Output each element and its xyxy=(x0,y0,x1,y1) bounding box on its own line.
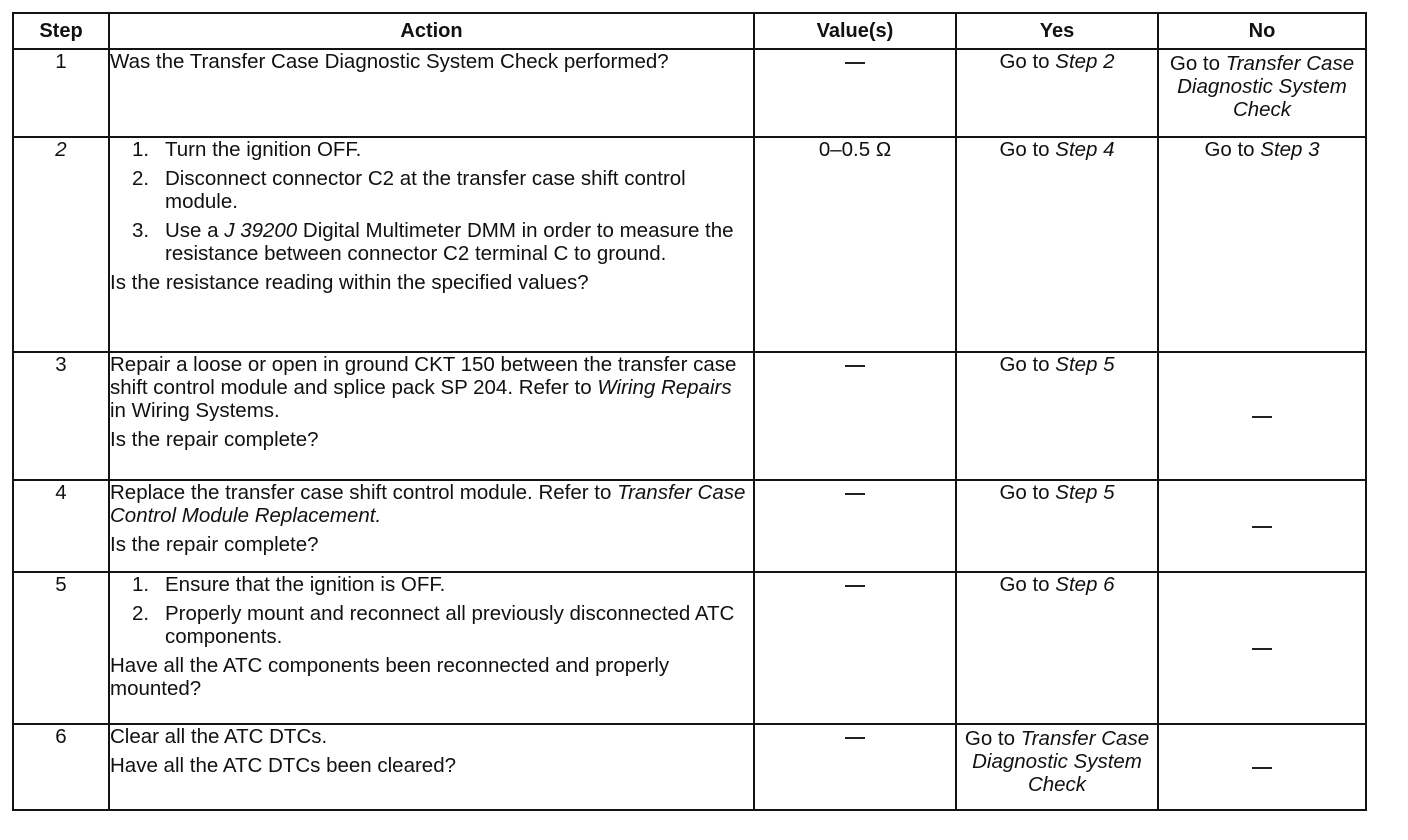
table-row xyxy=(13,572,1366,724)
action-step xyxy=(110,573,753,596)
no-cell xyxy=(1158,49,1366,137)
action-cell xyxy=(109,352,754,480)
yes-link[interactable]: Transfer Case Diagnostic System Check xyxy=(972,727,1150,796)
action-steps-list xyxy=(110,138,753,265)
action-step-text: Turn the ignition OFF. xyxy=(165,138,362,161)
step-number: 3 xyxy=(13,352,109,480)
yes-cell xyxy=(956,572,1158,724)
action-text xyxy=(110,353,753,422)
action-cell xyxy=(109,480,754,572)
action-cell xyxy=(109,49,754,137)
action-cell xyxy=(109,137,754,352)
action-question: Is the resistance reading within the specified values? xyxy=(110,271,589,294)
action-step-text: Properly mount and reconnect all previously disconnected ATC components. xyxy=(165,602,735,648)
yes-cell xyxy=(956,137,1158,352)
table-row xyxy=(13,724,1366,810)
action-question: Have all the ATC components been reconnected and properly mounted? xyxy=(110,654,670,700)
action-question: Is the repair complete? xyxy=(110,533,319,556)
yes-cell xyxy=(956,352,1158,480)
value-cell: 0–0.5 Ω xyxy=(754,137,956,352)
no-cell xyxy=(1158,480,1366,572)
dash-mark xyxy=(1252,526,1272,528)
no-link[interactable]: Step 3 xyxy=(1260,138,1320,161)
action-step-number: 1. xyxy=(132,138,150,161)
header-step: Step xyxy=(13,13,109,49)
value-cell xyxy=(754,480,956,572)
dash-mark xyxy=(845,737,865,739)
action-question: Is the repair complete? xyxy=(110,428,319,451)
step-number: 5 xyxy=(13,572,109,724)
no-link[interactable]: Transfer Case Diagnostic System Check xyxy=(1177,52,1355,121)
manual-reference: Wiring Repairs xyxy=(597,376,732,399)
dash-mark xyxy=(845,493,865,495)
yes-link[interactable]: Step 5 xyxy=(1055,481,1115,504)
action-step-text: Digital Multimeter DMM in order to measure the resistance between connector C2 terminal C to ground. xyxy=(165,219,734,265)
no-prefix: Go to xyxy=(1204,138,1261,161)
action-text: Clear all the ATC DTCs. xyxy=(110,725,328,748)
step-number: 4 xyxy=(13,480,109,572)
action-text xyxy=(110,481,753,527)
table-row xyxy=(13,137,1366,352)
dash-mark xyxy=(845,585,865,587)
yes-prefix: Go to xyxy=(999,353,1056,376)
yes-prefix: Go to xyxy=(999,50,1056,73)
action-text-main: Repair a loose or open in ground CKT 150 between the transfer case shift control module and splice pack SP 204. Refer to xyxy=(110,353,737,399)
action-step-number: 2. xyxy=(132,167,150,190)
yes-prefix: Go to xyxy=(999,138,1056,161)
yes-cell xyxy=(956,480,1158,572)
action-cell xyxy=(109,572,754,724)
action-steps-list xyxy=(110,573,753,648)
dash-mark xyxy=(1252,416,1272,418)
action-step xyxy=(110,602,753,648)
yes-link[interactable]: Step 6 xyxy=(1055,573,1115,596)
yes-link[interactable]: Step 4 xyxy=(1055,138,1115,161)
yes-link[interactable]: Step 2 xyxy=(1055,50,1115,73)
action-step-text: Ensure that the ignition is OFF. xyxy=(165,573,446,596)
no-cell xyxy=(1158,352,1366,480)
value-cell xyxy=(754,352,956,480)
table-row xyxy=(13,480,1366,572)
yes-cell xyxy=(956,49,1158,137)
yes-cell xyxy=(956,724,1158,810)
value-cell xyxy=(754,724,956,810)
yes-prefix: Go to xyxy=(964,727,1021,750)
yes-prefix: Go to xyxy=(999,573,1056,596)
action-step xyxy=(110,167,753,213)
action-step-text: Disconnect connector C2 at the transfer case shift control module. xyxy=(165,167,686,213)
dash-mark xyxy=(845,62,865,64)
action-text-main: Replace the transfer case shift control module. Refer to xyxy=(110,481,618,504)
no-cell xyxy=(1158,572,1366,724)
action-step-number: 3. xyxy=(132,219,150,242)
header-action: Action xyxy=(109,13,754,49)
step-number: 1 xyxy=(13,49,109,137)
header-yes: Yes xyxy=(956,13,1158,49)
action-step-text: Use a xyxy=(165,219,225,242)
table-header-row xyxy=(13,13,1366,49)
action-cell xyxy=(109,724,754,810)
action-step-number: 1. xyxy=(132,573,150,596)
table-row xyxy=(13,49,1366,137)
no-prefix: Go to xyxy=(1169,52,1226,75)
step-number: 2 xyxy=(13,137,109,352)
value-cell xyxy=(754,572,956,724)
header-values: Value(s) xyxy=(754,13,956,49)
action-text-post: in Wiring Systems. xyxy=(110,399,280,422)
no-cell xyxy=(1158,137,1366,352)
action-step-number: 2. xyxy=(132,602,150,625)
diagnostic-table xyxy=(12,12,1367,811)
no-cell xyxy=(1158,724,1366,810)
action-text: Was the Transfer Case Diagnostic System Check performed? xyxy=(110,50,669,73)
header-no: No xyxy=(1158,13,1366,49)
dash-mark xyxy=(1252,767,1272,769)
yes-link[interactable]: Step 5 xyxy=(1055,353,1115,376)
action-question: Have all the ATC DTCs been cleared? xyxy=(110,754,457,777)
action-step xyxy=(110,219,753,265)
tool-reference: J 39200 xyxy=(224,219,298,242)
value-cell xyxy=(754,49,956,137)
manual-reference: Transfer Case Control Module Replacement. xyxy=(110,481,746,527)
action-step xyxy=(110,138,753,161)
yes-prefix: Go to xyxy=(999,481,1056,504)
step-number: 6 xyxy=(13,724,109,810)
dash-mark xyxy=(845,365,865,367)
dash-mark xyxy=(1252,648,1272,650)
table-row xyxy=(13,352,1366,480)
